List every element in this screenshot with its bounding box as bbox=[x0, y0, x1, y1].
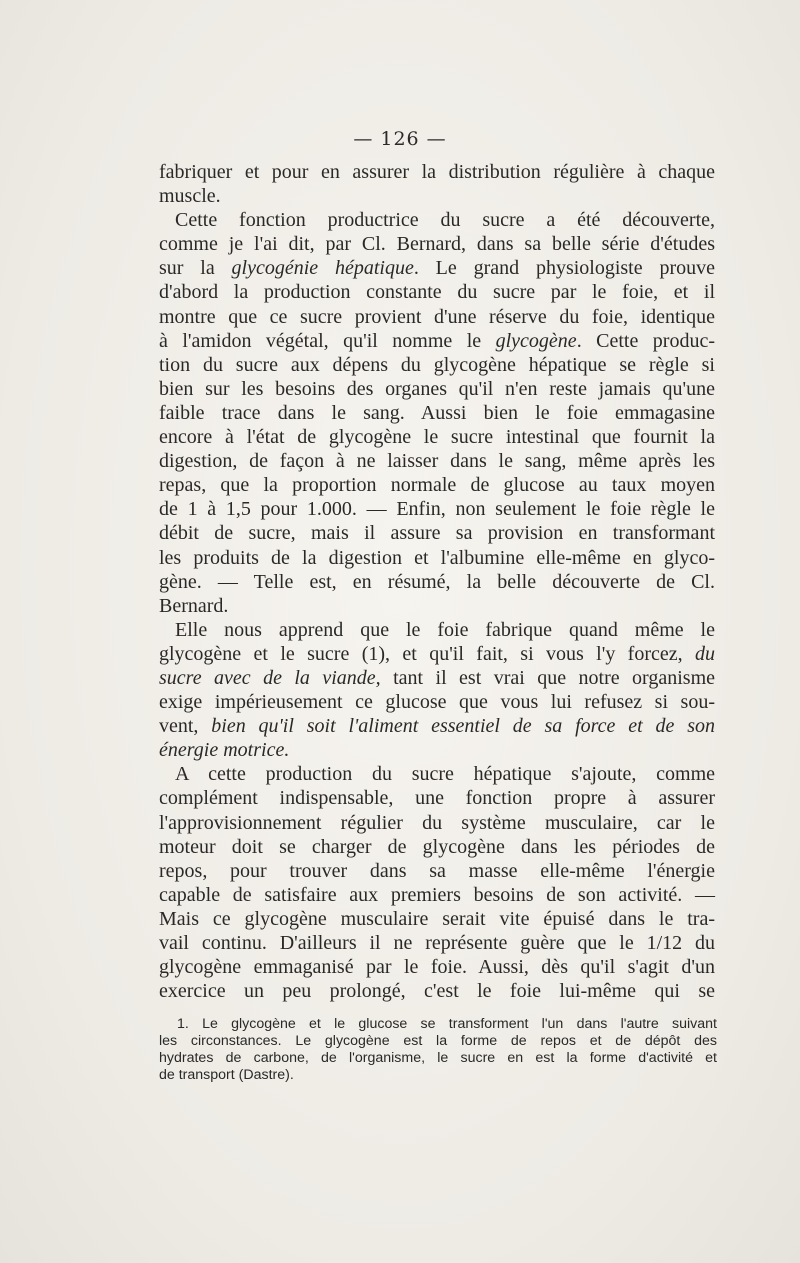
text-line: tion du sucre aux dépens du glycogène hépatique se règle si bbox=[159, 353, 715, 376]
text-line: les produits de la digestion et l'albumine elle-même en glyco- bbox=[159, 546, 715, 569]
text-line: encore à l'état de glycogène le sucre intestinal que fournit la bbox=[159, 426, 715, 449]
text-line: d'abord la production constante du sucre par le foie, et il bbox=[159, 281, 715, 304]
text-run: . Cette produc- bbox=[576, 329, 715, 352]
text-line: exige impérieusement ce glucose que vous lui refusez si sou- bbox=[159, 691, 715, 714]
text-line: glycogène emmaganisé par le foie. Aussi, dès qu'il s'agit d'un bbox=[159, 956, 715, 979]
footnote-line: 1. Le glycogène et le glucose se transforment l'un dans l'autre suivant bbox=[177, 1016, 717, 1032]
text-line: repos, pour trouver dans sa masse elle-même l'énergie bbox=[159, 859, 715, 882]
italic-text: glycogène bbox=[495, 329, 577, 352]
italic-text: du bbox=[695, 642, 715, 665]
italic-text: bien qu'il soit l'aliment essentiel de sa force et de son bbox=[211, 715, 715, 738]
text-line: exercice un peu prolongé, c'est le foie lui-même qui se bbox=[159, 980, 715, 1003]
text-run: à l'amidon végétal, qu'il nomme le bbox=[159, 329, 496, 352]
text-line: moteur doit se charger de glycogène dans les périodes de bbox=[159, 835, 715, 858]
text-line: gène. — Telle est, en résumé, la belle découverte de Cl. bbox=[159, 570, 715, 593]
text-line bbox=[159, 666, 715, 690]
text-line: capable de satisfaire aux premiers besoins de son activité. — bbox=[159, 883, 715, 906]
text-line: Bernard. bbox=[159, 594, 229, 617]
text-line: débit de sucre, mais il assure sa provision en transformant bbox=[159, 522, 715, 545]
text-line: Elle nous apprend que le foie fabrique quand même le bbox=[175, 618, 715, 641]
footnote-line: de transport (Dastre). bbox=[159, 1067, 294, 1083]
text-line: l'approvisionnement régulier du système musculaire, car le bbox=[159, 811, 715, 834]
text-line: A cette production du sucre hépatique s'ajoute, comme bbox=[175, 763, 715, 786]
text-line bbox=[159, 329, 715, 353]
footnote-line: hydrates de carbone, de l'organisme, le sucre en est la forme d'activité et bbox=[159, 1050, 717, 1066]
footnote-line: les circonstances. Le glycogène est la forme de repos et de dépôt des bbox=[159, 1033, 717, 1049]
page-number: — 126 — bbox=[353, 128, 447, 150]
text-line: repas, que la proportion normale de glucose au taux moyen bbox=[159, 474, 715, 497]
text-line: vail continu. D'ailleurs il ne représente guère que le 1/12 du bbox=[159, 932, 715, 954]
italic-text: glycogénie hépatique bbox=[231, 257, 414, 280]
italic-text: sucre avec de la viande, bbox=[159, 666, 381, 689]
text-run: sur la bbox=[159, 257, 232, 280]
text-line: fabriquer et pour en assurer la distribution régulière à chaque bbox=[159, 161, 715, 183]
text-line: Cette fonction productrice du sucre a été découverte, bbox=[175, 209, 715, 232]
text-line: muscle. bbox=[159, 185, 221, 208]
text-line bbox=[159, 714, 715, 738]
text-line: Mais ce glycogène musculaire serait vite épuisé dans le tra- bbox=[159, 907, 715, 930]
italic-text: énergie motrice. bbox=[159, 739, 290, 762]
text-line: digestion, de façon à ne laisser dans le sang, même après les bbox=[159, 450, 715, 473]
text-line: bien sur les besoins des organes qu'il n'en reste jamais qu'une bbox=[159, 377, 715, 400]
text-run: glycogène et le sucre (1), et qu'il fait, si vous l'y forcez, bbox=[159, 642, 695, 665]
text-line: faible trace dans le sang. Aussi bien le foie emmagasine bbox=[159, 401, 715, 424]
text-line: comme je l'ai dit, par Cl. Bernard, dans sa belle série d'études bbox=[159, 233, 715, 256]
main-text-block bbox=[159, 160, 715, 1003]
text-line: montre que ce sucre provient d'une réserve du foie, identique bbox=[159, 305, 715, 328]
text-line bbox=[159, 642, 715, 666]
footnote-block bbox=[159, 1016, 717, 1084]
text-run: tant il est vrai que notre organisme bbox=[380, 666, 715, 689]
text-line bbox=[159, 738, 715, 762]
text-run: . Le grand physiologiste prouve bbox=[413, 257, 715, 280]
text-run: vent, bbox=[159, 715, 212, 738]
text-line: complément indispensable, une fonction propre à assurer bbox=[159, 787, 715, 810]
text-line: de 1 à 1,5 pour 1.000. — Enfin, non seulement le foie règle le bbox=[159, 498, 715, 521]
text-line bbox=[159, 256, 715, 280]
